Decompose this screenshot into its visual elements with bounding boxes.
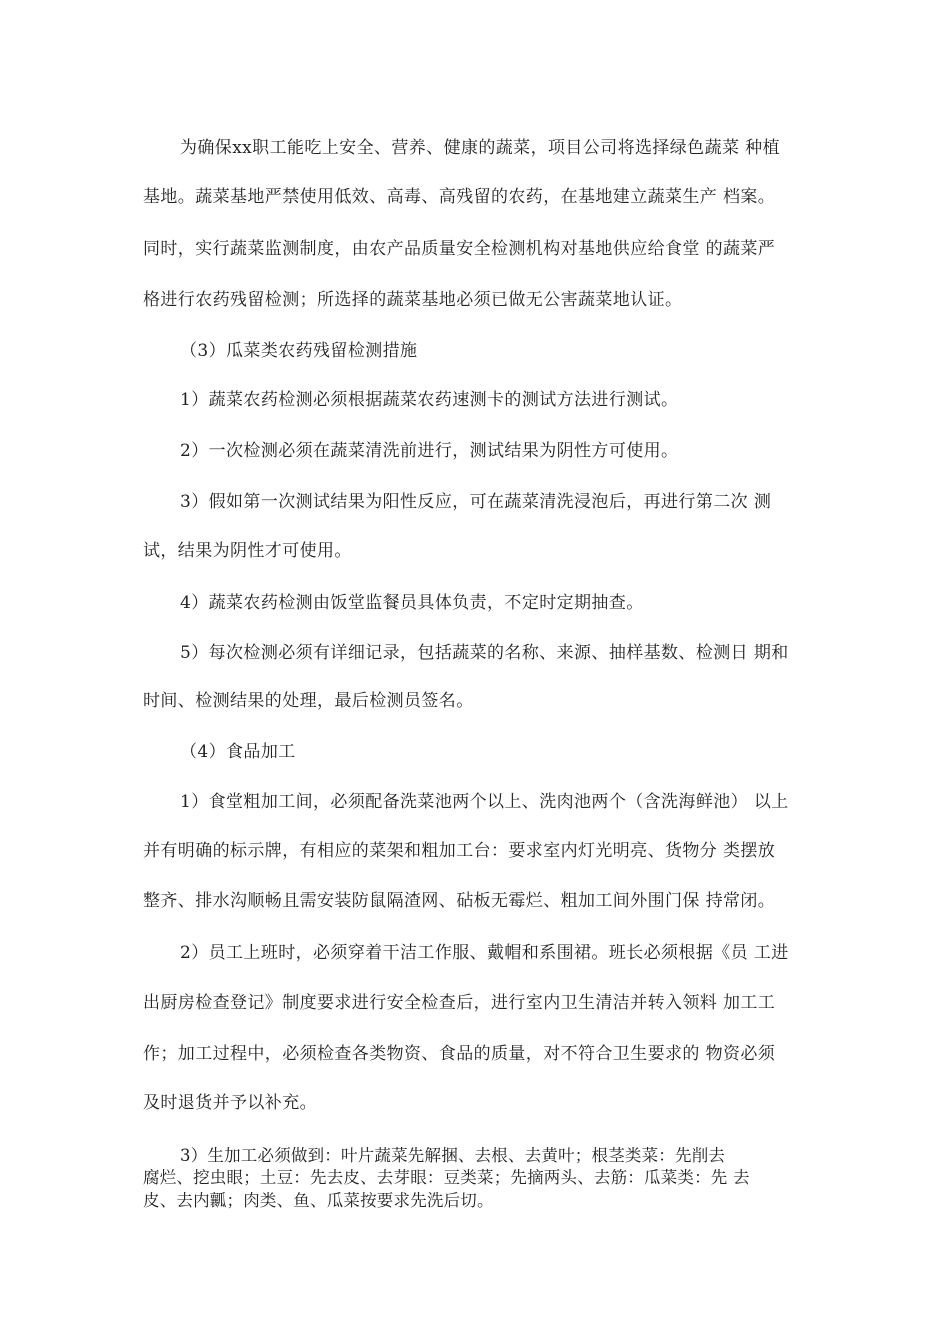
list-item-continuation: 皮、去内瓤；肉类、鱼、瓜菜按要求先洗后切。 [143,1191,494,1210]
list-item: 3）生加工必须做到：叶片蔬菜先解捆、去根、去黄叶；根茎类菜：先削去 [180,1146,726,1165]
list-item: 4）蔬菜农药检测由饭堂监餐员具体负责，不定时定期抽查。 [180,593,644,613]
paragraph-line: 格进行农药残留检测；所选择的蔬菜基地必须已做无公害蔬菜地认证。 [143,290,683,310]
list-item: 2）一次检测必须在蔬菜清洗前进行，测试结果为阴性方可使用。 [180,441,679,461]
paragraph-line: 同时，实行蔬菜监测制度，由农产品质量安全检测机构对基地供应给食堂 的蔬菜严 [143,239,776,259]
paragraph-line: 为确保xx职工能吃上安全、营养、健康的蔬菜，项目公司将选择绿色蔬菜 种植 [180,138,780,158]
list-item-continuation: 整齐、排水沟顺畅且需安装防鼠隔渣网、砧板无霉烂、粗加工间外围门保 持常闭。 [143,891,776,911]
section-heading: （4）食品加工 [180,742,296,762]
list-item-continuation: 时间、检测结果的处理，最后检测员签名。 [143,691,474,711]
list-item-continuation: 腐烂、挖虫眼；土豆：先去皮、去芽眼：豆类菜；先摘两头、去筋：瓜菜类：先 去 [143,1168,750,1187]
section-heading: （3）瓜菜类农药残留检测措施 [180,341,418,361]
paragraph-line: 基地。蔬菜基地严禁使用低效、高毒、高残留的农药，在基地建立蔬菜生产 档案。 [143,187,776,207]
list-item-continuation: 及时退货并予以补充。 [143,1093,317,1113]
list-item-continuation: 并有明确的标示牌，有相应的菜架和粗加工台：要求室内灯光明亮、货物分 类摆放 [143,841,776,861]
list-item: 1）蔬菜农药检测必须根据蔬菜农药速测卡的测试方法进行测试。 [180,390,679,410]
list-item-continuation: 作；加工过程中，必须检查各类物资、食品的质量，对不符合卫生要求的 物资必须 [143,1044,776,1064]
list-item-continuation: 试，结果为阴性才可使用。 [143,541,352,561]
list-item-continuation: 出厨房检查登记》制度要求进行安全检查后，进行室内卫生清洁并转入领料 加工工 [143,993,776,1013]
list-item: 2）员工上班时，必须穿着干洁工作服、戴帽和系围裙。班长必须根据《员 工进 [180,943,789,963]
list-item: 1）食堂粗加工间，必须配备洗菜池两个以上、洗肉池两个（含洗海鲜池） 以上 [180,792,789,812]
list-item: 5）每次检测必须有详细记录，包括蔬菜的名称、来源、抽样基数、检测日 期和 [180,643,789,663]
list-item: 3）假如第一次测试结果为阳性反应，可在蔬菜清洗浸泡后，再进行第二次 测 [180,492,772,512]
